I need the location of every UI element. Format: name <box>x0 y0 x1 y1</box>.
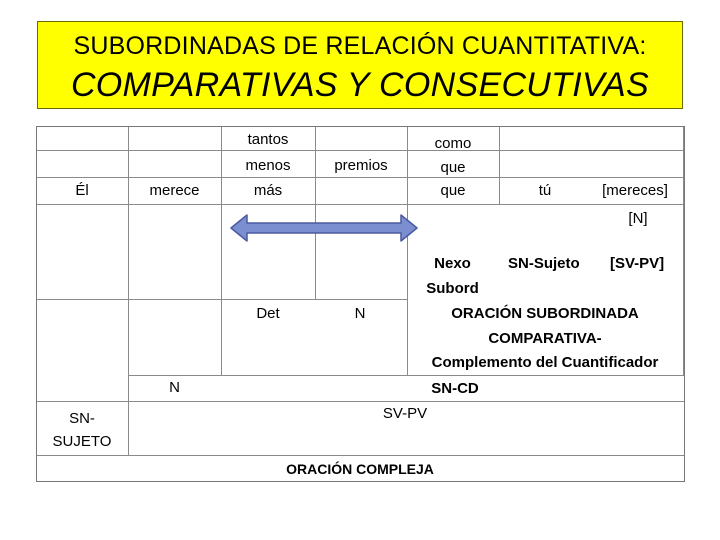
col-line <box>499 127 500 204</box>
word-menos: menos <box>245 157 291 174</box>
label-sv-pv: SV-PV <box>382 405 428 422</box>
title-banner <box>37 21 683 109</box>
word-que-2: que <box>440 182 466 199</box>
col-line <box>128 127 129 455</box>
label-nexo: Nexo <box>434 255 471 272</box>
row-line <box>37 150 684 151</box>
label-sn-sujeto-sub: SN-Sujeto <box>508 255 580 272</box>
label-oracion-sub-1: ORACIÓN SUBORDINADA <box>451 305 639 322</box>
label-det: Det <box>256 305 280 322</box>
word-como: como <box>434 135 472 152</box>
row-line <box>37 299 407 300</box>
label-n-premios: N <box>354 305 366 322</box>
label-oracion-sub-2: COMPARATIVA- <box>488 330 602 347</box>
word-tu: tú <box>538 182 552 199</box>
col-line <box>683 127 684 375</box>
word-merece: merece <box>149 182 200 199</box>
row-line <box>37 177 684 178</box>
title-line-1: SUBORDINADAS DE RELACIÓN CUANTITATIVA: <box>73 32 647 60</box>
row-line <box>128 375 684 376</box>
label-sn-cd: SN-CD <box>431 380 479 397</box>
word-n-elided: [N] <box>628 210 648 227</box>
word-mereces: [mereces] <box>602 182 668 199</box>
label-subord: Subord <box>426 280 479 297</box>
label-oracion-sub-3: Complemento del Cuantificador <box>431 354 659 371</box>
title-line-2: COMPARATIVAS Y CONSECUTIVAS <box>70 66 650 104</box>
arrow-shape <box>231 215 417 241</box>
row-line <box>37 204 684 205</box>
label-oracion-compleja: ORACIÓN COMPLEJA <box>286 461 434 477</box>
word-tantos: tantos <box>247 131 289 148</box>
label-n-verb: N <box>169 379 180 396</box>
word-premios: premios <box>334 157 388 174</box>
label-sv-pv-sub: [SV-PV] <box>610 255 665 272</box>
word-el: Él <box>75 182 89 199</box>
label-sn-sujeto-2: SUJETO <box>52 433 112 450</box>
row-line <box>37 401 684 402</box>
row-line <box>37 455 684 456</box>
label-sn-sujeto-1: SN- <box>69 410 95 427</box>
double-arrow-icon <box>229 213 419 243</box>
word-que-1: que <box>440 159 466 176</box>
word-mas: más <box>253 182 283 199</box>
